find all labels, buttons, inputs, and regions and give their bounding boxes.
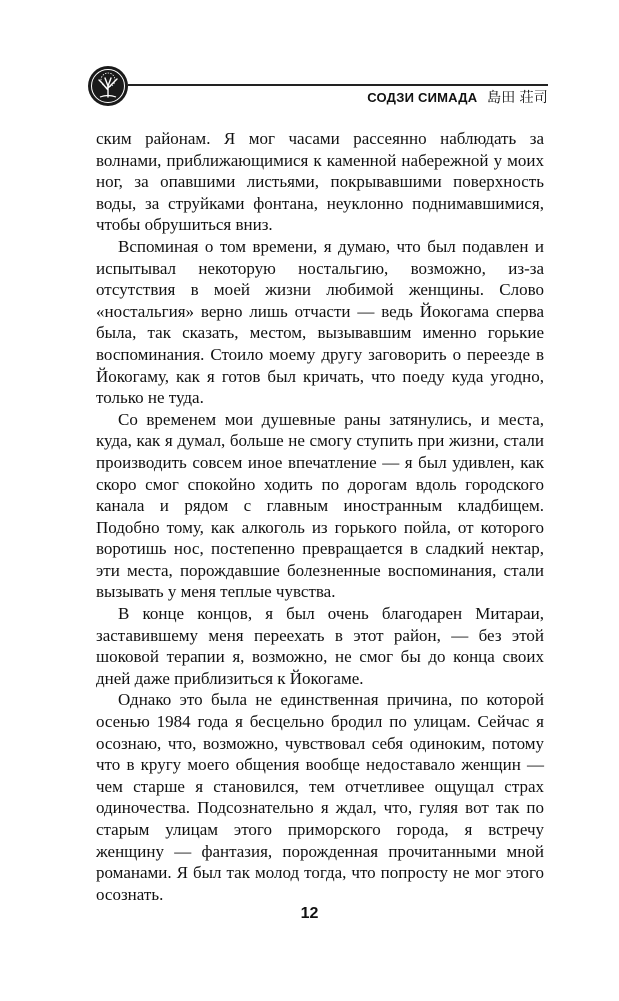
header-rule	[128, 84, 548, 86]
paragraph: В конце концов, я был очень благодарен Митараи, заставившему меня переехать в этот район, — без этой шоковой терапии я, возможно, не смог бы до конца своих дней даже приблизиться к Йокогаме.	[96, 604, 544, 688]
paragraph: Со временем мои душевные раны затянулись, и места, куда, как я думал, больше не смогу ступить при жизни, стали производить совсем иное впечатление — я был удивлен, как скоро смог спокойно ходить по дорогам вдоль городского канала и рядом с главным иностранным кладбищем. Подобно тому, как алкоголь из горького пойла, от которого воротишь нос, постепенно превращается в сладкий нектар, эти места, порождавшие болезненные воспоминания, стали вызывать у меня теплые чувства.	[96, 409, 544, 602]
tree-logo-icon	[88, 66, 128, 106]
paragraph: Однако это была не единственная причина, по которой осенью 1984 года я бесцельно бродил по улицам. Сейчас я осознаю, что, возможно, чувствовал себя одиноким, потому что в кругу моего общения вообще недоставало женщин — чем старше я становился, тем отчетливее ощущал страх одиночества. Подсознательно я ждал, что, гуляя вот так по старым улицам этого приморского города, я встречу женщину — фантазия, порожденная прочитанными мной романами. Я был так молод тогда, что попросту не мог этого осознать.	[96, 690, 544, 904]
paragraph: Вспоминая о том времени, я думаю, что был подавлен и испытывал некоторую ностальгию, возможно, из-за отсутствия в моей жизни любимой женщины. Слово «ностальгия» верно лишь отчасти — ведь Йокогама сперва была, так сказать, местом, вызывавшим именно горькие воспоминания. Стоило моему другу заговорить о переезде в Йокогаму, как я готов был кричать, что поеду куда угодно, только не туда.	[96, 236, 544, 408]
paragraph: ским районам. Я мог часами рассеянно наблюдать за волнами, приближающимися к каменной набережной у моих ног, за опавшими листьями, покрывавшими поверхность воды, за струйками фонтана, неуклонно поднимавшимися, чтобы обрушиться вниз.	[96, 129, 544, 235]
author-name-japanese: 島田 荘司	[487, 89, 548, 105]
page-number: 12	[300, 905, 319, 922]
body-text	[96, 128, 544, 905]
running-header	[88, 66, 548, 106]
author-name: СОДЗИ СИМАДА	[367, 90, 478, 105]
author-title	[367, 87, 548, 107]
